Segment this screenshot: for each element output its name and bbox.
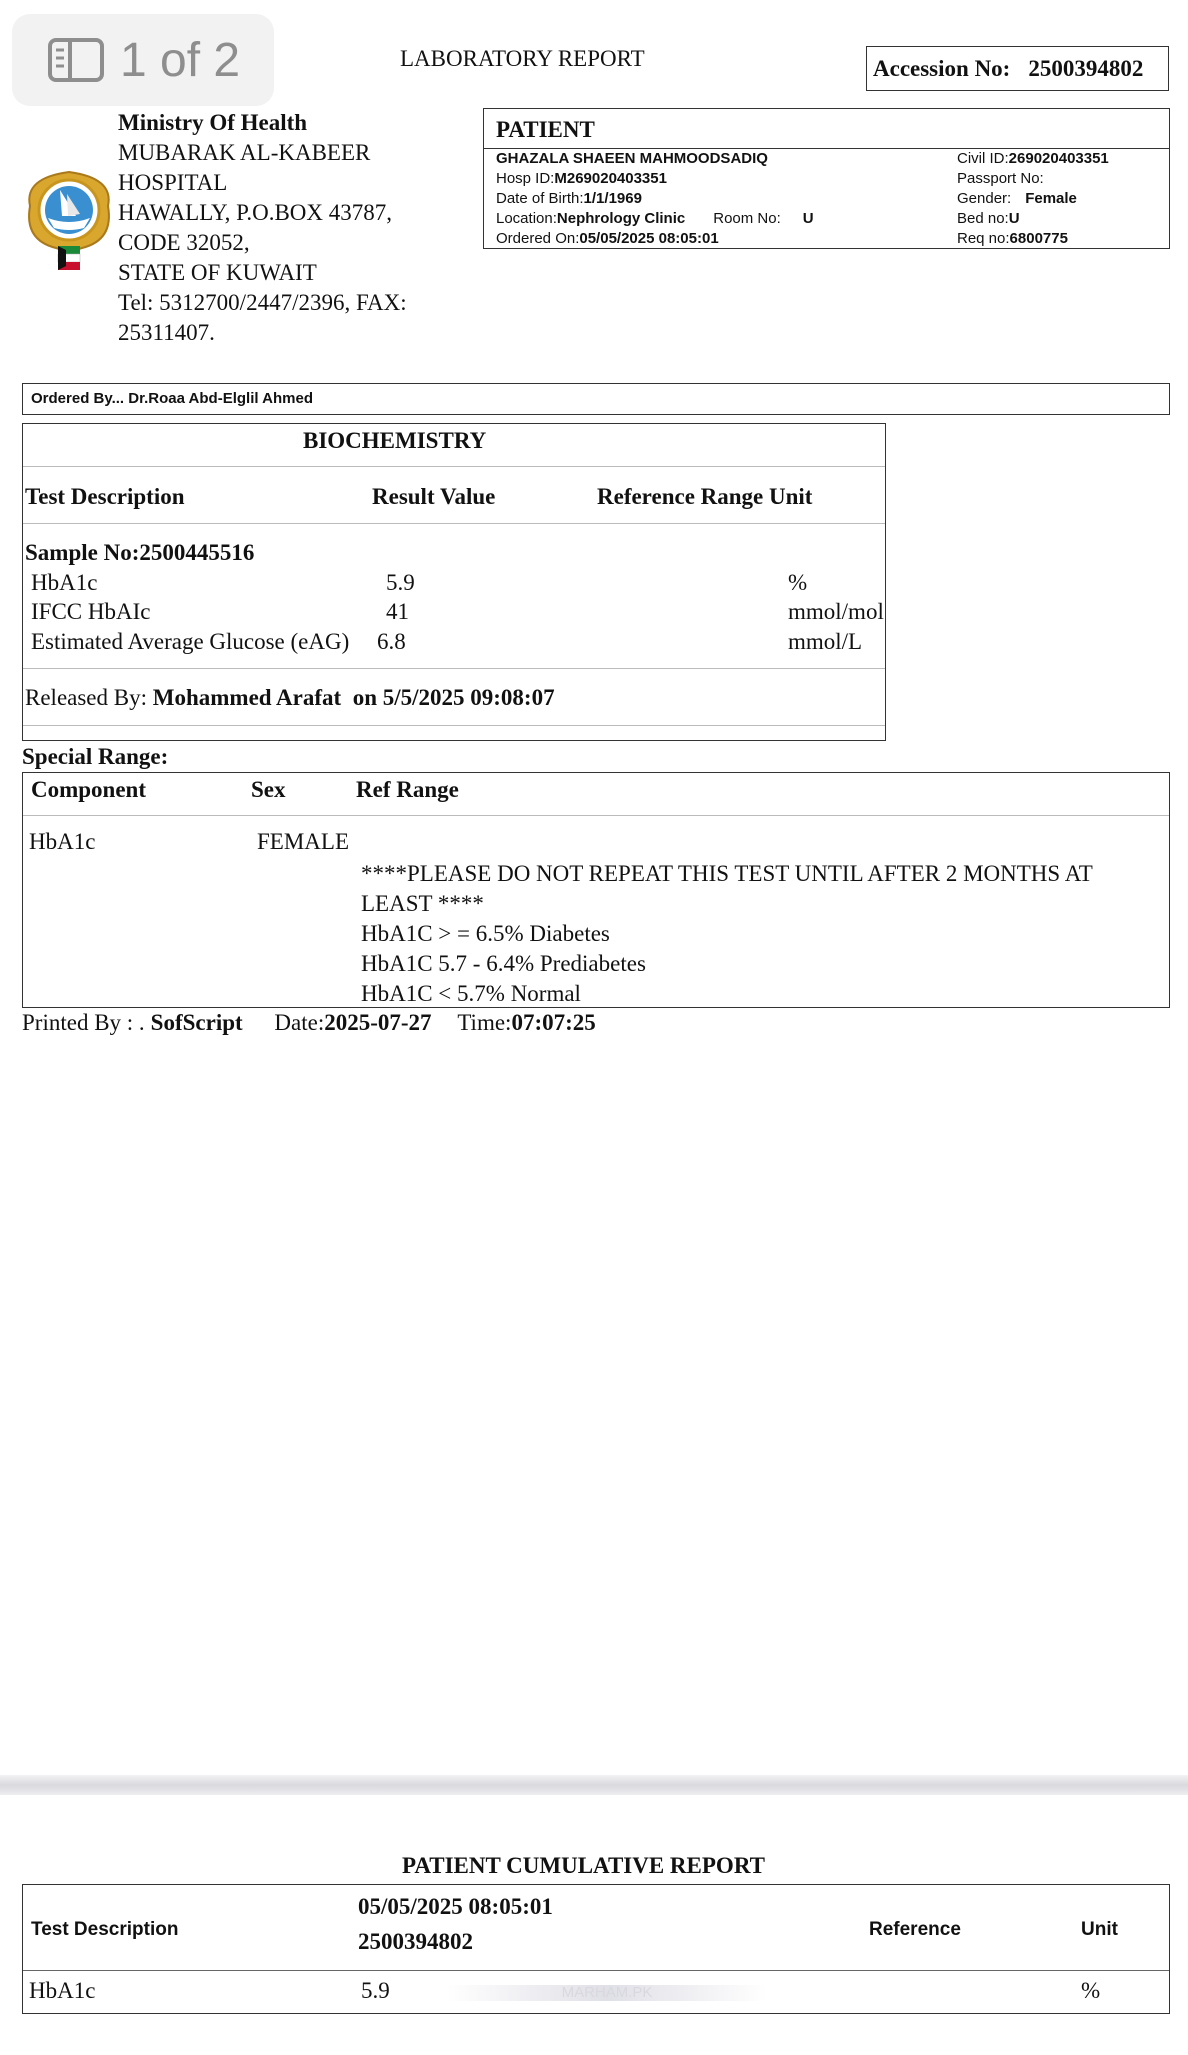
released-by (25, 685, 555, 711)
printed-by: SofScript (150, 1010, 243, 1035)
result-value: 6.8 (377, 629, 406, 654)
bed: U (1008, 210, 1020, 227)
col-component: Component (31, 777, 147, 802)
col-unit: Unit (1081, 1919, 1118, 1940)
dob: 1/1/1969 (583, 190, 642, 207)
hospital-line: HOSPITAL (118, 170, 228, 195)
accession-box (866, 46, 1169, 91)
printed-date-label: Date: (274, 1010, 325, 1035)
printed-label: Printed By : . (22, 1010, 145, 1035)
bed-label: Bed no: (957, 210, 1009, 227)
printed-time: 07:07:25 (511, 1010, 596, 1035)
dob-label: Date of Birth: (496, 190, 584, 207)
note-line: HbA1C > = 6.5% Diabetes (361, 921, 610, 946)
special-range-title: Special Range: (22, 744, 169, 769)
col-unit: Unit (769, 484, 813, 509)
room-label: Room No: (713, 210, 781, 227)
hosp-id: M269020403351 (554, 170, 667, 187)
hosp-id-label: Hosp ID: (496, 170, 555, 187)
printed-date: 2025-07-27 (324, 1010, 432, 1035)
col-test-description: Test Description (25, 484, 185, 509)
cumulative-test-name: HbA1c (29, 1978, 96, 2003)
location: Nephrology Clinic (556, 210, 686, 227)
special-range-section (22, 772, 1170, 1008)
room: U (802, 210, 814, 227)
passport-label: Passport No: (957, 170, 1044, 187)
civil-id-label: Civil ID: (957, 150, 1009, 167)
hospital-line: Tel: 5312700/2447/2396, FAX: (118, 290, 407, 315)
req-no: 6800775 (1009, 230, 1068, 247)
printed-info (22, 1010, 596, 1036)
hospital-line: STATE OF KUWAIT (118, 260, 317, 285)
section-title: BIOCHEMISTRY (303, 428, 487, 453)
sample-label: Sample No: (25, 540, 140, 565)
ordered-on: 05/05/2025 08:05:01 (579, 230, 719, 247)
note-line: HbA1C 5.7 - 6.4% Prediabetes (361, 951, 646, 976)
watermark: MARHAM.PK (447, 1985, 767, 2001)
result-value: 41 (386, 599, 409, 624)
patient-right-info (957, 149, 1109, 249)
col-reference-range: Reference Range (597, 484, 764, 509)
col-reference: Reference (869, 1919, 961, 1940)
unit: mmol/L (788, 629, 863, 654)
page-count: 1 of 2 (120, 33, 241, 87)
ordered-on-label: Ordered On: (496, 230, 580, 247)
note-line: LEAST **** (361, 891, 484, 916)
gender-label: Gender: (957, 190, 1012, 207)
ministry-name: Ministry Of Health (118, 110, 308, 135)
hospital-line: MUBARAK AL-KABEER (118, 140, 371, 165)
test-name: IFCC HbAIc (31, 599, 151, 624)
unit: % (788, 570, 808, 595)
patient-heading: PATIENT (496, 117, 595, 142)
col-date-accession (358, 1889, 553, 1959)
hospital-line: 25311407. (118, 320, 215, 345)
hospital-info (118, 108, 407, 348)
col-result-value: Result Value (372, 484, 496, 509)
released-on: on 5/5/2025 09:08:07 (352, 685, 555, 710)
sample-number (25, 540, 254, 566)
req-label: Req no: (957, 230, 1010, 247)
sidebar-icon (48, 38, 104, 82)
report-title: LABORATORY REPORT (400, 46, 645, 71)
test-name: Estimated Average Glucose (eAG) (31, 629, 350, 654)
hospital-line: HAWALLY, P.O.BOX 43787, (118, 200, 393, 225)
released-name: Mohammed Arafat (152, 685, 342, 710)
patient-name: GHAZALA SHAEEN MAHMOODSADIQ (496, 150, 768, 167)
location-label: Location: (496, 210, 557, 227)
accession-label: Accession No: (873, 55, 1011, 81)
printed-time-label: Time: (457, 1010, 512, 1035)
patient-left-info (496, 149, 814, 249)
kuwait-emblem-logo (22, 170, 116, 282)
component-value: HbA1c (29, 829, 96, 854)
col-date: 05/05/2025 08:05:01 (358, 1894, 553, 1919)
col-accession: 2500394802 (358, 1929, 473, 1954)
sample-no: 2500445516 (139, 540, 255, 565)
page-separator (0, 1775, 1188, 1795)
col-ref-range: Ref Range (356, 777, 459, 802)
gender: Female (1025, 190, 1077, 207)
released-label: Released By: (25, 685, 147, 710)
civil-id: 269020403351 (1008, 150, 1109, 167)
col-test-description: Test Description (31, 1919, 179, 1940)
cumulative-title: PATIENT CUMULATIVE REPORT (402, 1853, 765, 1878)
ref-range-notes (361, 859, 1093, 1009)
sex-value: FEMALE (257, 829, 349, 854)
unit: mmol/mol (788, 599, 884, 624)
page-indicator[interactable] (12, 14, 274, 106)
hospital-line: CODE 32052, (118, 230, 250, 255)
note-line: HbA1C < 5.7% Normal (361, 981, 581, 1006)
ordered-by: Ordered By... Dr.Roaa Abd-Elglil Ahmed (22, 383, 1170, 415)
result-value: 5.9 (386, 570, 415, 595)
cumulative-table (22, 1884, 1170, 2014)
test-name: HbA1c (31, 570, 98, 595)
col-reference-range-unit (597, 484, 812, 510)
patient-box (483, 108, 1170, 249)
accession-number: 2500394802 (1028, 55, 1144, 81)
note-line: ****PLEASE DO NOT REPEAT THIS TEST UNTIL AFTER 2 MONTHS AT (361, 861, 1093, 886)
biochemistry-section (22, 423, 886, 741)
cumulative-unit: % (1081, 1978, 1101, 2003)
col-sex: Sex (251, 777, 286, 802)
cumulative-value: 5.9 (361, 1978, 390, 2003)
